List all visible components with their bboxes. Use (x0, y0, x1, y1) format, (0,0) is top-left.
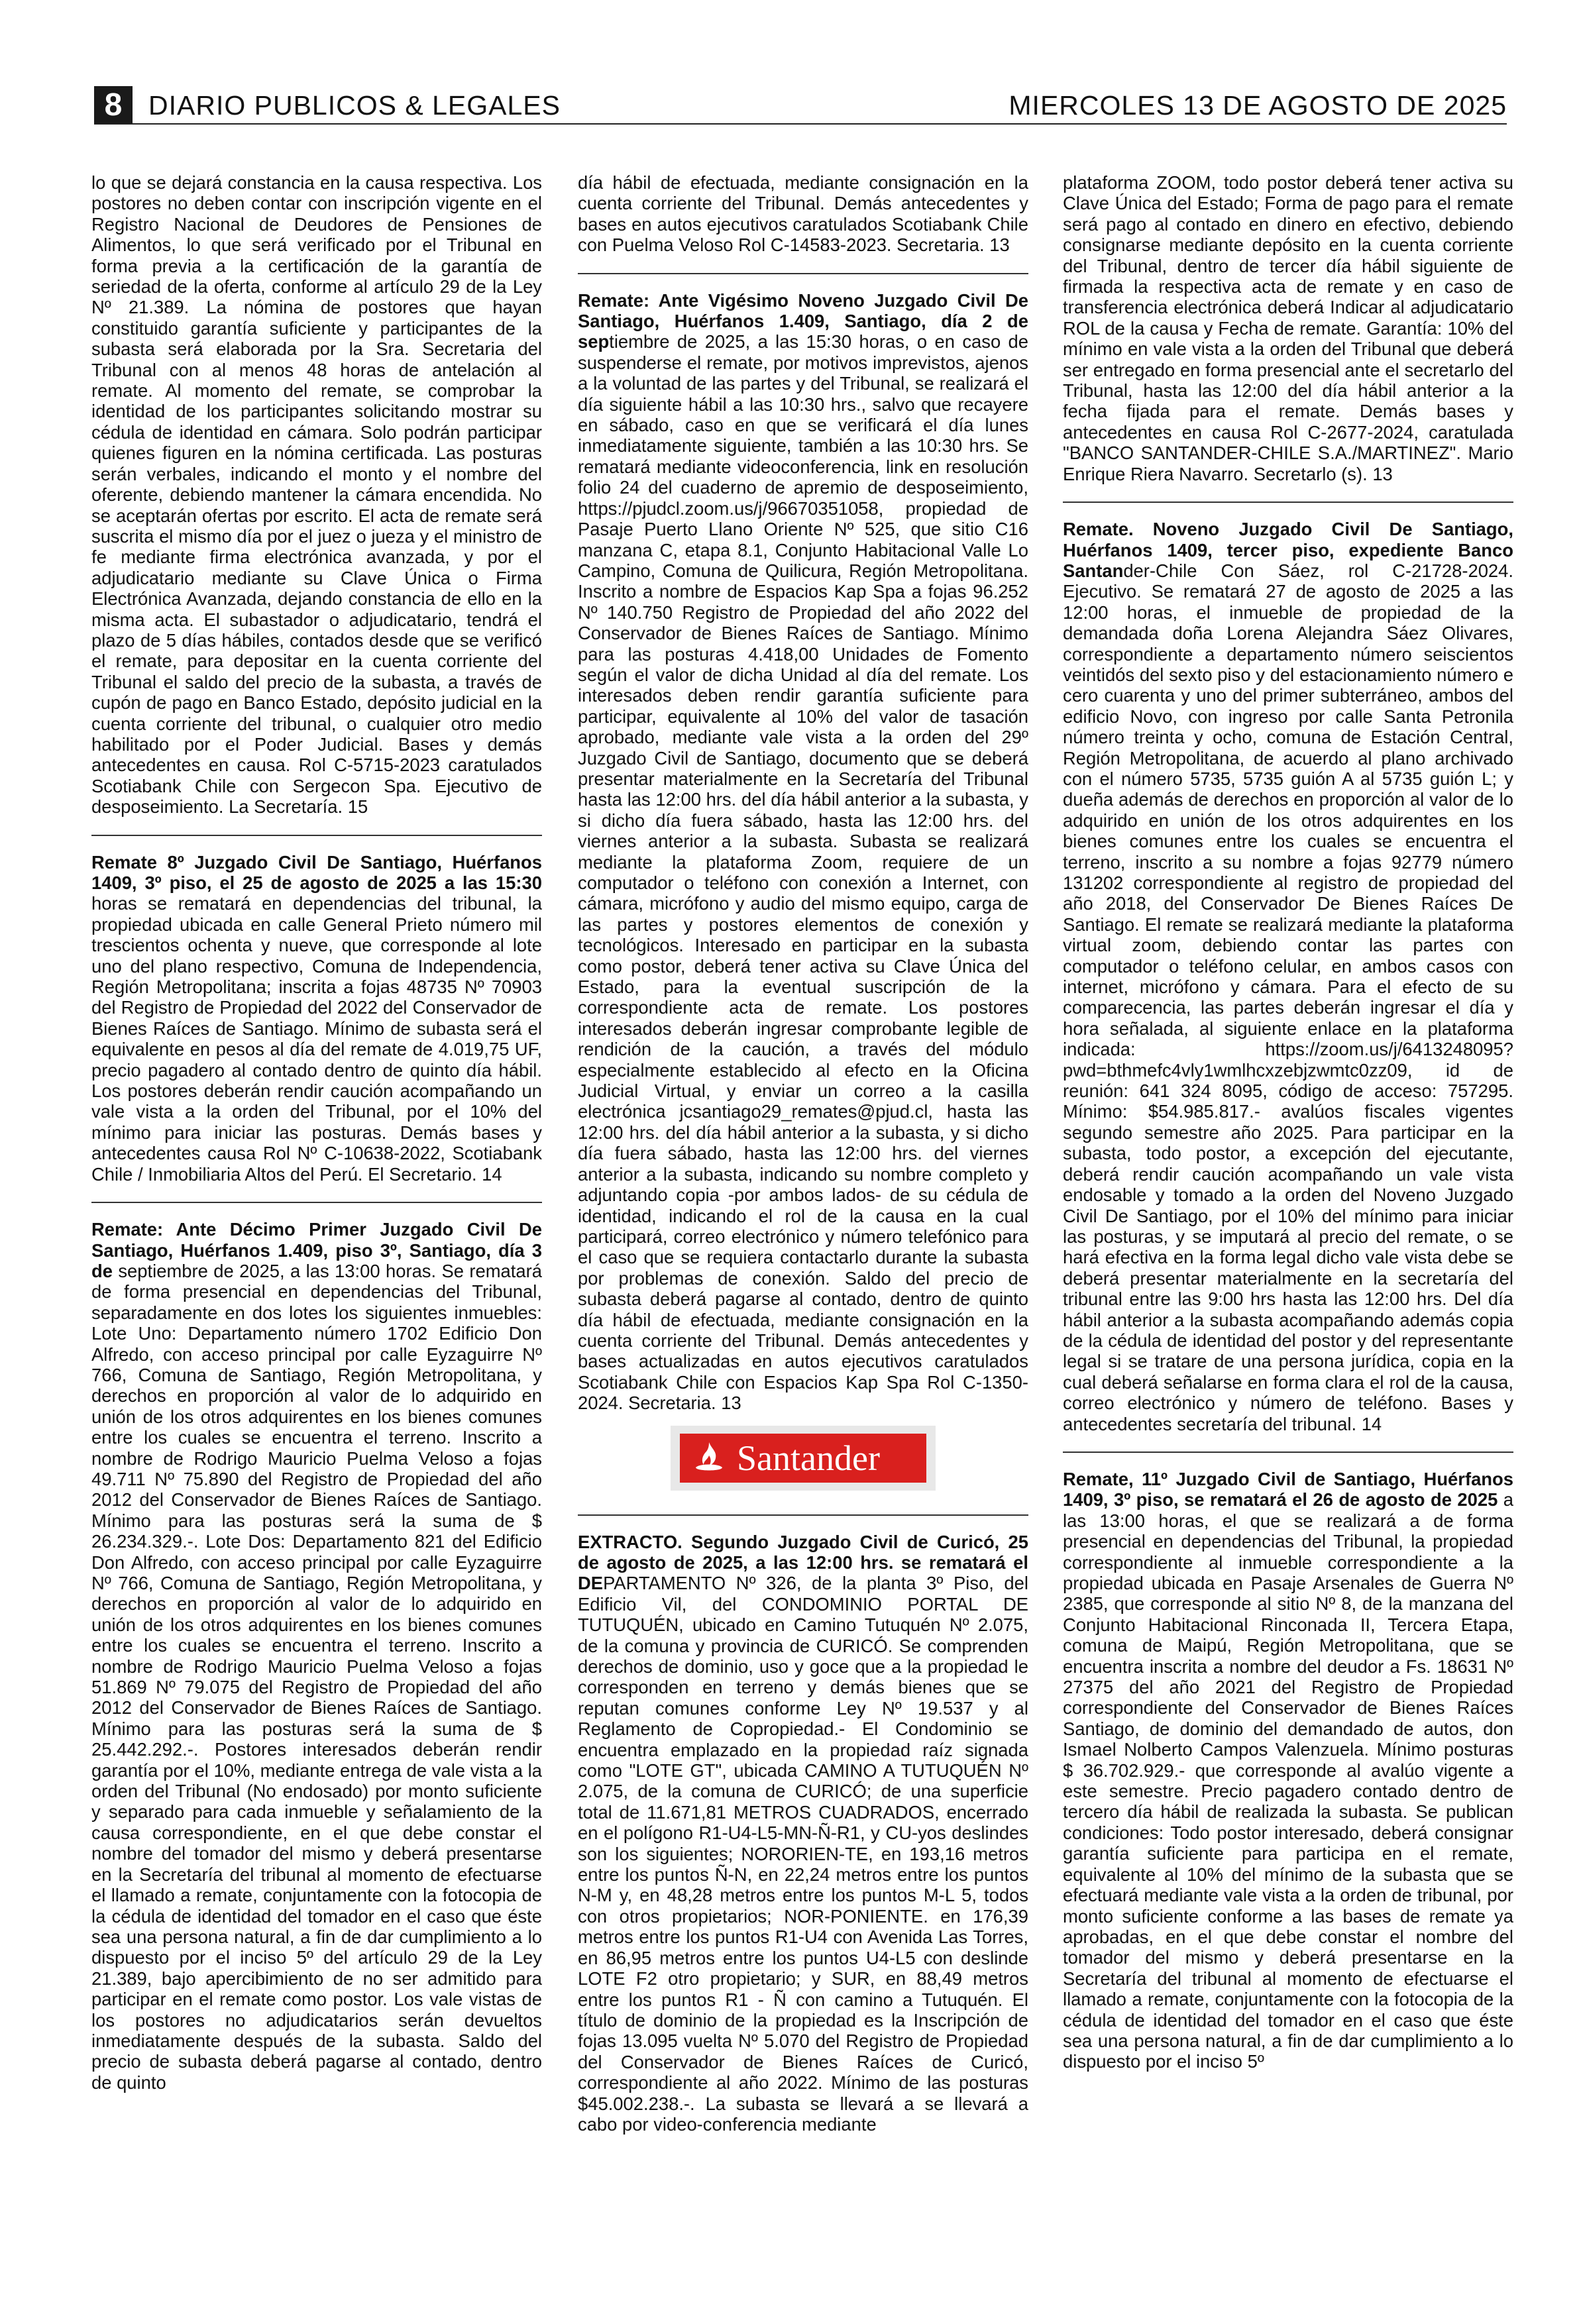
notice (578, 1532, 1028, 2135)
flame-icon (692, 1441, 726, 1475)
page-header (94, 86, 1507, 123)
notice-text: día hábil de efectuada, mediante consignación en la cuenta corriente del Tribunal. Demás antecedentes y bases en autos ejecutivos caratulados Scotiabank Chile con Puelma Veloso Rol C-14583-2023. Secretaria. 13 (578, 172, 1028, 256)
column-3 (1063, 172, 1513, 2286)
column-2 (578, 172, 1028, 2286)
notice-divider (1063, 1452, 1513, 1453)
notice (1063, 519, 1513, 1434)
notice (1063, 1469, 1513, 2072)
publication-date: MIERCOLES 13 DE AGOSTO DE 2025 (1009, 90, 1507, 121)
page-number: 8 (94, 86, 133, 125)
notice-divider (578, 1514, 1028, 1516)
notice-heading: Remate: Ante Vigésimo Noveno Juzgado Civil De Santiago, Huérfanos 1.409, Santiago, día 2 de sep (578, 290, 1028, 352)
notice-divider (1063, 502, 1513, 503)
notice-text: horas se rematará en dependencias del tribunal, la propiedad ubicada en calle General Prieto número mil trescientos ochenta y nueve, que corresponde al lote uno del plano respectivo, Comuna de Independencia, Región Metropolitana; inscrita a fojas 48735 Nº 70903 del Registro de Propiedad del 2022 del Conservador de Bienes Raíces de Santiago. Mínimo de subasta será el equivalente en pesos al día del remate de 4.019,75 UF, precio pagadero al contado dentro de quinto día hábil. Los postores deberán rendir caución acompañando un vale vista a la orden del Tribunal, por el 10% del mínimo para iniciar las posturas. Demás bases y antecedentes causa Rol Nº C-10638-2022, Scotiabank Chile / Inmobiliaria Altos del Perú. El Secretario. 14 (91, 893, 542, 1185)
notice-divider (91, 835, 542, 836)
notice-text: PARTAMENTO Nº 326, de la planta 3º Piso, del Edificio Vil, del CONDOMINIO PORTAL DE TUTUQUÉN, ubicado en Camino Tutuquén Nº 2.075, de la comuna y provincia de CURICÓ. Se comprenden derechos de dominio, uso y goce que a la propiedad le corresponden en terreno y demás bienes que se reputan comunes conforme Ley Nº 19.537 y al Reglamento de Copropiedad.- El Condominio se encuentra emplazado en la propiedad raíz signada como "LOTE GT", ubicada CAMINO A TUTUQUÉN Nº 2.075, de la comuna de CURICÓ; de una superficie total de 11.671,81 METROS CUADRADOS, encerrado en el polígono R1-U4-L5-MN-Ñ-R1, y CU-yos deslindes son los siguientes; NORORIEN-TE, en 193,16 metros entre los puntos Ñ-N, en 22,24 metros entre los puntos N-M y, en 48,28 metros entre los puntos M-L 5, todos con otros propietarios; NOR-PONIENTE. en 176,39 metros entre los puntos R1-U4 con Avenida Las Torres, en 86,95 metros entre los puntos U4-L5 con deslinde LOTE F2 otro propietario; y SUR, en 88,49 metros entre los puntos R1 - Ñ con camino a Tutuquén. El título de dominio de la propiedad es la Inscripción de fojas 13.095 vuelta Nº 5.070 del Registro de Propiedad del Conservador de Bienes Raíces de Curicó, correspondiente al año 2022. Mínimo de las posturas $45.002.238.-. La subasta se llevará a se llevará a cabo por video-conferencia mediante (578, 1573, 1028, 2135)
header-divider (94, 123, 1507, 125)
notice-heading: Remate, 11º Juzgado Civil de Santiago, Huérfanos 1409, 3º piso, se rematará el 26 de agosto de 2025 (1063, 1468, 1513, 1510)
notice-heading: Remate. Noveno Juzgado Civil De Santiago, Huérfanos 1409, tercer piso, expediente Banco Santan (1063, 519, 1513, 581)
notice (578, 172, 1028, 256)
santander-logo (578, 1426, 1028, 1499)
column-1 (91, 172, 542, 2286)
logo-banner (680, 1434, 926, 1483)
notice-text: der-Chile Con Sáez, rol C-21728-2024. Ejecutivo. Se rematará 27 de agosto de 2025 a las 12:00 horas, el inmueble de propiedad de la demandada doña Lorena Alejandra Sáez Olivares, correspondiente a departamento número seiscientos veintidós del sexto piso y del estacionamiento número e cero cuarenta y uno del primer subterráneo, ambos del edificio Novo, con ingreso por calle Santa Petronila número treinta y ocho, comuna de Estación Central, Región Metropolitana, de acuerdo al plano archivado con el número 5735, 5735 guión A al 5735 guión L; y dueña además de derechos en proporción al valor de lo adquirido en unión de los otros adquirentes en los bienes comunes entre los cuales se encuentra el terreno, inscrito a su nombre a fojas 92779 número 131202 correspondiente al registro de propiedad del año 2018, del Conservador De Bienes Raíces De Santiago. El remate se realizará mediante la plataforma virtual zoom, debiendo contar las partes con computador o teléfono celular, en ambos casos con internet, micrófono y cámara. Para el efecto de su comparecencia, las partes deberán ingresar el día y hora señalada, al siguiente enlace en la plataforma indicada: https://zoom.us/j/6413248095?pwd=bthmefc4vly1wmlhcxzebjzwmtc0zz09, id de reunión: 641 324 8095, código de acceso: 757295. Mínimo: $54.985.817.- avalúos fiscales vigentes segundo semestre año 2025. Para participar en la subasta, todo postor, a excepción del ejecutante, deberá rendir caución acompañando un vale vista endosable y tomado a la orden del Noveno Juzgado Civil De Santiago, por el 10% del mínimo para iniciar las posturas, y se imputará al precio del remate, o se hará efectiva en la forma legal dicho vale vista debe se deberá presentar materialmente en la secretaría del tribunal entre las 9:00 hrs hasta las 12:00 hrs. Del día hábil anterior a la subasta acompañando además copia de la cédula de identidad del postor y del representante legal si se tratare de una persona jurídica, copia en la cual deberá señalarse en forma clara el rol de la causa, correo electrónico y número de teléfono. Bases y antecedentes secretaría del tribunal. 14 (1063, 560, 1513, 1434)
notice-heading: EXTRACTO. Segundo Juzgado Civil de Curicó, 25 de agosto de 2025, a las 12:00 hrs. se rematará el DE (578, 1531, 1028, 1594)
notice-heading: Remate: Ante Décimo Primer Juzgado Civil De Santiago, Huérfanos 1.409, piso 3º, Santiago, día 3 de (91, 1219, 542, 1281)
notice-text: a las 13:00 horas, el que se realizará a de forma presencial en dependencias del Tribunal, la propiedad correspondiente al inmueble correspondiente a la propiedad ubicada en Pasaje Arsenales de Guerra Nº 2385, que corresponde al sitio Nº 8, de la manzana del Conjunto Habitacional Rinconada II, Tercera Etapa, comuna de Maipú, Región Metropolitana, que se encuentra inscrita a nombre del deudor a Fs. 18631 Nº 27375 del año 2021 del Registro de Propiedad correspondiente del Conservador de Bienes Raíces Santiago, de dominio del demandado de autos, don Ismael Nolberto Campos Valenzuela. Mínimo posturas $ 36.702.929.- que corresponde al avalúo vigente a este semestre. Precio pagadero contado dentro de tercero día hábil de realizada la subasta. Se publican condiciones: Todo postor interesado, deberá consignar garantía suficiente para participa en el remate, equivalente al 10% del mínimo de la subasta que se efectuará mediante vale vista a la orden de tribunal, por monto suficiente conforme a las bases de remate ya aprobadas, en el que debe constar el nombre del tomador del mismo y deberá presentarse en la Secretaría del tribunal al momento de efectuarse el llamado a remate, conjuntamente con la fotocopia de la cédula de identidad del tomador en el caso que éste sea una persona natural, a fin de dar cumplimiento a lo dispuesto por el inciso 5º (1063, 1489, 1513, 2072)
notice-divider (578, 273, 1028, 274)
notice (91, 852, 542, 1185)
notice (91, 172, 542, 818)
publication-name: DIARIO PUBLICOS & LEGALES (148, 90, 561, 121)
notice (578, 290, 1028, 1414)
notice-divider (91, 1202, 542, 1203)
notice-heading: Remate 8º Juzgado Civil De Santiago, Huérfanos 1409, 3º piso, el 25 de agosto de 2025 a las 15:30 (91, 851, 542, 893)
notice-text: septiembre de 2025, a las 13:00 horas. Se rematará de forma presencial en dependencias del Tribunal, separadamente en dos lotes los siguientes inmuebles: Lote Uno: Departamento número 1702 Edificio Don Alfredo, con acceso principal por calle Eyzaguirre Nº 766, Comuna de Santiago, Región Metropolitana, y derechos en proporción al valor de lo adquirido en unión de los otros adquirentes en los bienes comunes entre los cuales se encuentra el terreno. Inscrito a nombre de Rodrigo Mauricio Puelma Veloso a fojas 49.711 Nº 75.890 del Registro de Propiedad del año 2012 del Conservador de Bienes Raíces de Santiago. Mínimo para las posturas será la suma de $ 26.234.329.-. Lote Dos: Departamento 821 del Edificio Don Alfredo, con acceso principal por calle Eyzaguirre Nº 766, Comuna de Santiago, Región Metropolitana, y derechos en proporción al valor de lo adquirido en unión de los otros adquirentes en los bienes comunes entre los cuales se encuentra el terreno. Inscrito a nombre de Rodrigo Mauricio Puelma Veloso a fojas 51.869 Nº 79.075 del Registro de Propiedad del año 2012 del Conservador de Bienes Raíces de Santiago. Mínimo para las posturas será la suma de $ 25.442.292.-. Postores interesados deberán rendir garantía por el 10%, mediante entrega de vale vista a la orden del Tribunal (No endosado) por monto suficiente y separado para cada inmueble y señalamiento de la causa correspondiente, en el que debe constar el nombre del tomador del mismo y deberá presentarse en la Secretaría del tribunal al momento de efectuarse el llamado a remate, conjuntamente con la fotocopia de la cédula de identidad del tomador en el caso que éste sea una persona natural, a fin de dar cumplimiento a lo dispuesto por el inciso 5º del artículo 29 de la Ley 21.389, bajo apercibimiento de no ser admitido para participar en el remate como postor. Los vale vistas de los postores no adjudicatarios serán devueltos inmediatamente después de la subasta. Saldo del precio de subasta deberá pagarse al contado, dentro de quinto (91, 1260, 542, 2093)
notice (91, 1219, 542, 2093)
notice (1063, 172, 1513, 484)
notice-text: plataforma ZOOM, todo postor deberá tener activa su Clave Única del Estado; Forma de pago para el remate será pago al contado en dinero en efectivo, debiendo consignarse mediante depósito en la cuenta corriente del Tribunal, dentro de tercer día hábil siguiente de firmada la respectiva acta de remate y en caso de transferencia electrónica deberá Indicar al adjudicatario ROL de la causa y Fecha de remate. Garantía: 10% del mínimo en vale vista a la orden del Tribunal que deberá ser entregado en forma presencial ante el secretarlo del Tribunal, hasta las 12:00 del día hábil anterior a la fecha fijada para el remate. Demás bases y antecedentes en causa Rol C-2677-2024, caratulada "BANCO SANTANDER-CHILE S.A./MARTINEZ". Mario Enrique Riera Navarro. Secretarlo (s). 13 (1063, 172, 1513, 484)
notice-text: tiembre de 2025, a las 15:30 horas, o en caso de suspenderse el remate, por motivos imprevistos, ajenos a la voluntad de las partes y del Tribunal, se realizará el día siguiente hábil a las 10:30 hrs., salvo que recayere en sábado, caso en que se verificará el día lunes inmediatamente siguiente, también a las 10:30 hrs. Se rematará mediante videoconferencia, link en resolución folio 24 del cuaderno de apremio de desposeimiento, https://pjudcl.zoom.us/j/96670351058, propiedad de Pasaje Puerto Llano Oriente Nº 525, que sitio C16 manzana C, etapa 8.1, Conjunto Habitacional Valle Lo Campino, Comuna de Quilicura, Región Metropolitana. Inscrito a nombre de Espacios Kap Spa a fojas 96.252 Nº 140.750 Registro de Propiedad del año 2022 del Conservador de Bienes Raíces de Santiago. Mínimo para las posturas 4.418,00 Unidades de Fomento según el valor de dicha Unidad al día del remate. Los interesados deben rendir garantía suficiente para participar, equivalente al 10% del valor de tasación aprobado, mediante vale vista a la orden del 29º Juzgado Civil de Santiago, documento que se deberá presentar materialmente en la Secretaría del Tribunal hasta las 12:00 hrs. del día hábil anterior a la subasta, y si dicho día fuera sábado, hasta las 12:00 hrs. del viernes anterior a la subasta. Subasta se realizará mediante la plataforma Zoom, requiere de un computador o teléfono con conexión a Internet, con cámara, micrófono y audio del mismo equipo, carga de las partes y postores elementos de conexión y tecnológicos. Interesado en participar en la subasta como postor, deberá tener activa su Clave Única del Estado, para la eventual suscripción de la correspondiente acta de remate. Los postores interesados deberán ingresar comprobante legible de rendición de la caución, a través del módulo especialmente establecido al efecto en la Oficina Judicial Virtual, y enviar un correo a la casilla electrónica jcsantiago29_remates@pjud.cl, hasta las 12:00 hrs. del día hábil anterior a la subasta, y si dicho día fuera sábado, hasta las 12:00 hrs. del viernes anterior a la subasta, indicando su nombre completo y adjuntando copia -por ambos lados- de su cédula de identidad, indicando el rol de la causa en la cual participará, correo electrónico y número telefónico para el caso que se requiera contactarlo durante la subasta por problemas de conexión. Saldo del precio de subasta deberá pagarse al contado, dentro de quinto día hábil de efectuada, mediante consignación en la cuenta corriente del Tribunal. Demás antecedentes y bases actualizadas en autos ejecutivos caratulados Scotiabank Chile con Espacios Kap Spa Rol C-1350-2024. Secretaria. 13 (578, 331, 1028, 1414)
notice-text: lo que se dejará constancia en la causa respectiva. Los postores no deben contar con inscripción vigente en el Registro Nacional de Deudores de Pensiones de Alimentos, lo que será verificado por el Tribunal en forma previa a la certificación de la garantía de seriedad de la oferta, conforme al artículo 29 de la Ley Nº 21.389. La nómina de postores que hayan constituido garantía suficiente y participantes de la subasta será elaborada por la Sra. Secretaria del Tribunal con al menos 48 horas de antelación al remate. Al momento del remate, se comprobar la identidad de los participantes solicitando mostrar su cédula de identidad en cámara. Solo podrán participar quienes figuren en la nómina certificada. Las posturas serán verbales, indicando el monto y el nombre del oferente, debiendo mantener la cámara encendida. No se aceptarán ofertas por escrito. El acta de remate será suscrita el mismo día por el juez o jueza y el ministro de fe mediante firma electrónica avanzada, y por el adjudicatario mediante su Clave Única o Firma Electrónica Avanzada, dejando constancia de ello en la misma acta. El subastador o adjudicatario, tendrá el plazo de 5 días hábiles, contados desde que se verificó el remate, para depositar en la cuenta corriente del Tribunal el saldo del precio de la subasta, a través de cupón de pago en Banco Estado, depósito judicial en la cuenta corriente del tribunal, o cualquier otro medio habilitado por el Poder Judicial. Bases y demás antecedentes en causa. Rol C-5715-2023 caratulados Scotiabank Chile con Sergecon Spa. Ejecutivo de desposeimiento. La Secretaría. 15 (91, 172, 542, 818)
logo-text: Santander (737, 1438, 880, 1478)
